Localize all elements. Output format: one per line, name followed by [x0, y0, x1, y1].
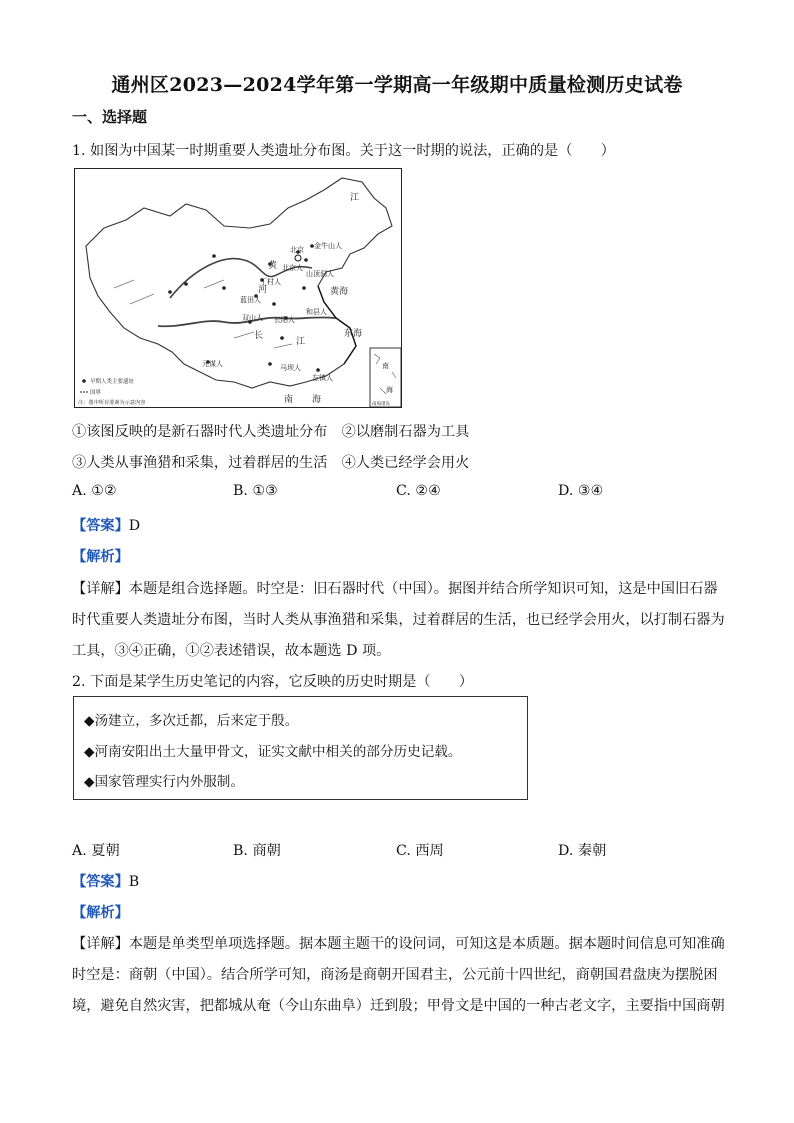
- map-label-chang: 长: [254, 331, 264, 341]
- map-label-nanhai-right: 海: [312, 395, 322, 405]
- q2-option-c[interactable]: C. 西周: [396, 843, 444, 859]
- q2-answer-tag: 【答案】: [72, 874, 129, 890]
- map-label-nanhai-left: 南: [284, 395, 294, 405]
- legend-note: 注：图中所有要素为示意内容: [78, 400, 146, 406]
- map-label-zuozhen: 左镇人: [312, 374, 333, 382]
- q2-answer: [72, 871, 139, 891]
- relic-distribution-map: [74, 168, 402, 408]
- q1-detail-line2: 时代重要人类遗址分布图，当时人类从事渔猎和采集，过着群居的生活，也已经学会用火，以打制石器为: [72, 612, 725, 628]
- map-label-shuangshan: 双山人: [242, 314, 263, 322]
- map-label-changyang: 长阳人: [274, 316, 295, 324]
- map-label-beijing: 北京: [290, 246, 304, 254]
- q1-option-d[interactable]: D. ③④: [558, 483, 604, 499]
- map-label-yuanmou: 元谋人: [202, 360, 223, 368]
- map-label-donghai: 东海: [344, 329, 363, 339]
- q1-answer-value: D: [128, 518, 141, 534]
- section-heading: 一、选择题: [72, 108, 148, 126]
- q1-option-c[interactable]: C. ②④: [396, 483, 441, 499]
- q2-note-box: [73, 696, 528, 800]
- q1-detail-line3: 工具，③④正确，①②表述错误，故本题选 D 项。: [72, 643, 391, 659]
- page-title: 通州区2023—2024学年第一学期高一年级期中质量检测历史试卷: [111, 74, 683, 96]
- map-label-huang: 黄: [268, 261, 278, 271]
- q1-statements-line2: ③人类从事渔猎和采集，过着群居的生活 ④人类已经学会用火: [72, 455, 470, 471]
- q2-note-3: ◆国家管理实行内外服制。: [84, 774, 244, 790]
- q1-detail-line1: 【详解】本题是组合选择题。时空是：旧石器时代（中国）。据图并结合所学知识可知，这是中国旧石器: [72, 581, 718, 597]
- q2-detail-line2: 时空是：商朝（中国）。结合所学可知，商汤是商朝开国君主，公元前十四世纪，商朝国君盘庚为摆脱困: [72, 967, 718, 983]
- q2-note-2: ◆河南安阳出土大量甲骨文，证实文献中相关的部分历史记载。: [84, 744, 462, 760]
- map-label-shandingdong: 山顶洞人: [306, 270, 334, 278]
- q2-detail-line3: 境，避免自然灾害，把都城从奄（今山东曲阜）迁到殷；甲骨文是中国的一种古老文字，主要指中国商朝: [72, 998, 725, 1014]
- q2-detail-line1: 【详解】本题是单类型单项选择题。据本题主题干的设问词，可知这是本质题。据本题时间信息可知准确: [72, 936, 725, 952]
- q1-option-b[interactable]: B. ①③: [233, 483, 278, 499]
- q1-detail-tag: 【详解】: [72, 581, 129, 597]
- legend-sites: 早期人类主要遗址: [90, 379, 135, 385]
- q1-stem: 1. 如图为中国某一时期重要人类遗址分布图。关于这一时期的说法，正确的是（ ）: [72, 143, 615, 159]
- q1-option-a[interactable]: A. ①②: [72, 483, 117, 499]
- q2-analysis-tag: 【解析】: [72, 905, 129, 921]
- map-label-hexian: 和县人: [306, 308, 327, 316]
- q2-stem: 2. 下面是某学生历史笔记的内容，它反映的历史时期是（ ）: [72, 674, 474, 690]
- q1-analysis-tag: 【解析】: [72, 549, 129, 565]
- map-label-he: 河: [258, 285, 268, 295]
- q2-option-d[interactable]: D. 秦朝: [558, 843, 607, 859]
- q1-answer-tag: 【答案】: [72, 518, 129, 534]
- q2-detail-tag: 【详解】: [72, 936, 129, 952]
- map-label-beijingren: 北京人: [282, 264, 303, 272]
- inset-label-nan: 南: [382, 362, 389, 370]
- q2-option-b[interactable]: B. 商朝: [233, 843, 281, 859]
- map-label-jinniushan: 金牛山人: [314, 242, 342, 250]
- q2-answer-value: B: [128, 874, 140, 890]
- q1-statements-line1: ①该图反映的是新石器时代人类遗址分布 ②以磨制石器为工具: [72, 424, 470, 440]
- q1-answer: [72, 515, 140, 535]
- q2-option-a[interactable]: A. 夏朝: [72, 843, 120, 859]
- inset-label-note: 南海诸岛: [372, 402, 390, 407]
- map-label-huanghai: 黄海: [330, 287, 349, 297]
- map-label-jiang-ne: 江: [350, 193, 360, 203]
- map-label-maba: 马坝人: [280, 364, 301, 372]
- map-label-lantian: 蓝田人: [240, 296, 261, 304]
- q2-note-1: ◆汤建立，多次迁都，后来定于殷。: [84, 713, 299, 729]
- map-label-jiang: 江: [296, 337, 306, 347]
- legend-border: 国界: [90, 390, 102, 396]
- south-china-sea-inset: [370, 348, 401, 407]
- map-label-dingcun: 丁村人: [260, 278, 281, 286]
- inset-label-hai: 海: [386, 386, 393, 394]
